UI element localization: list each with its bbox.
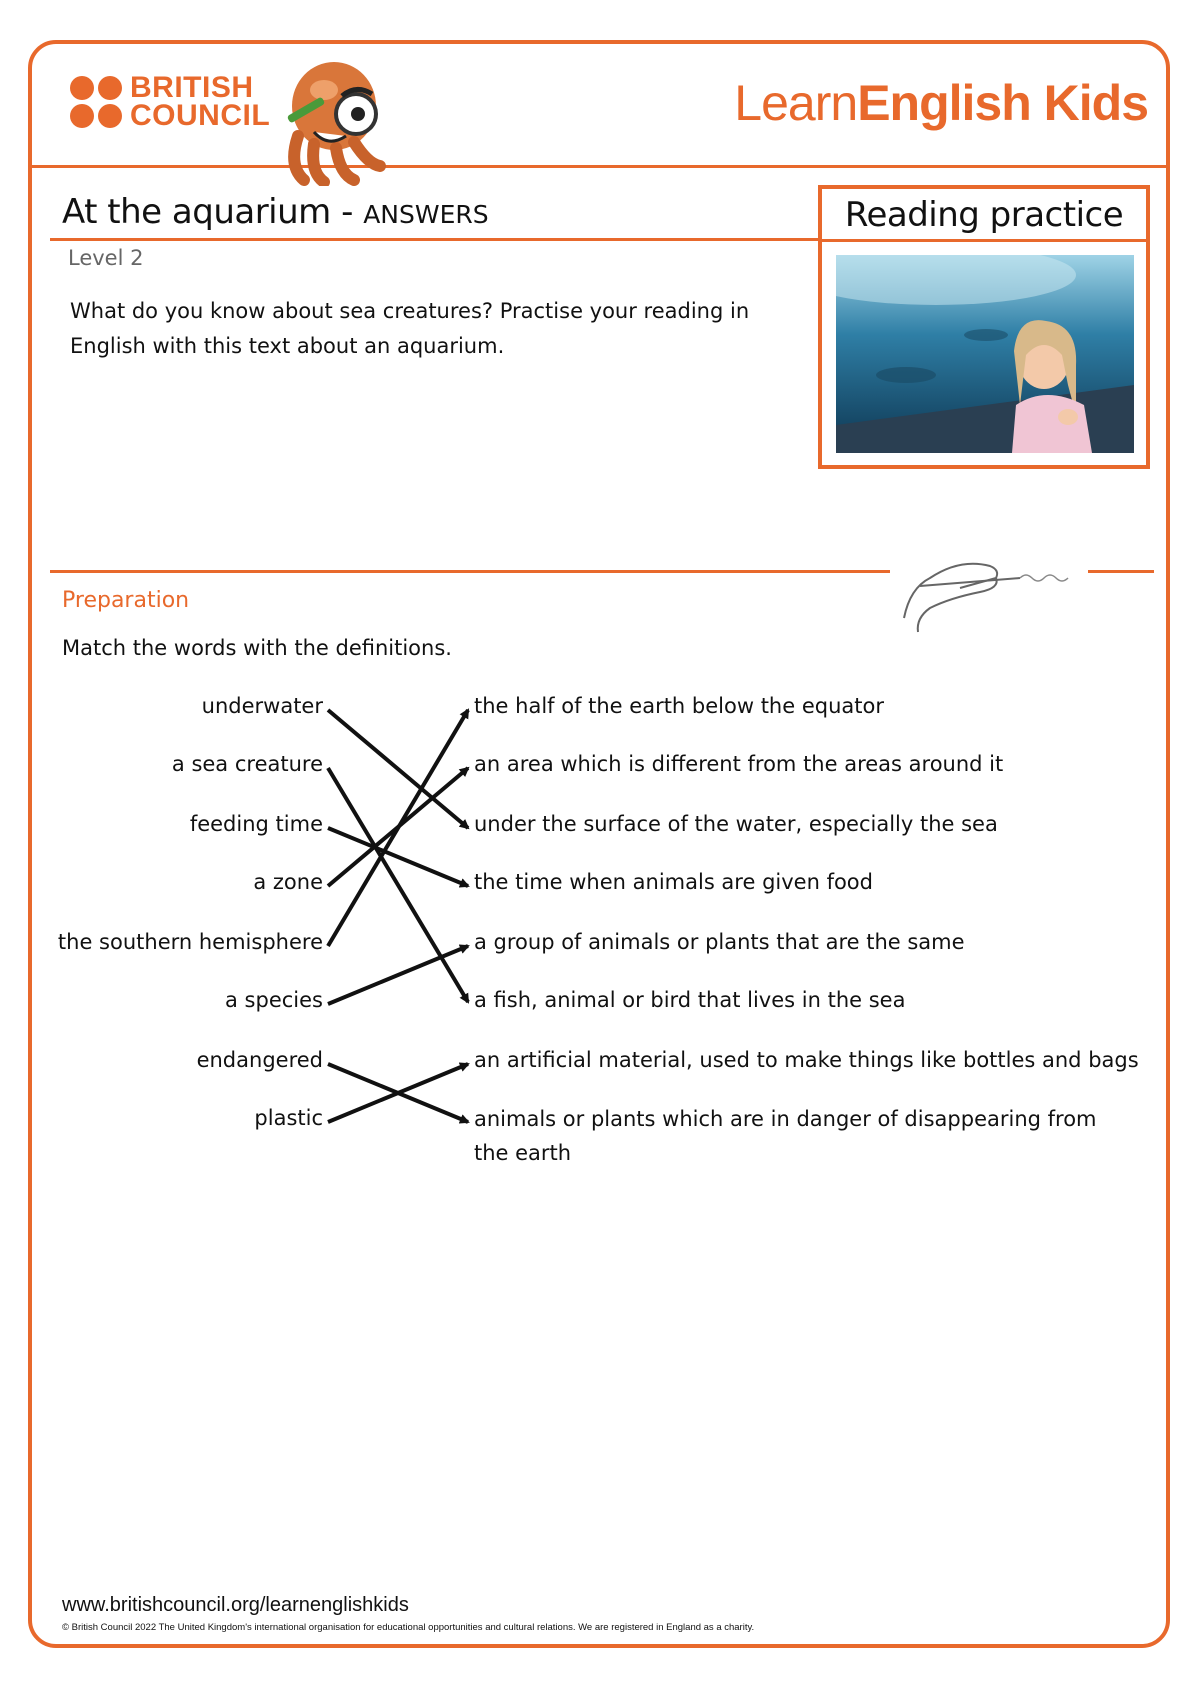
match-arrow xyxy=(328,710,468,828)
word-item: endangered xyxy=(196,1048,323,1072)
word-item: the southern hemisphere xyxy=(57,930,323,954)
match-arrow xyxy=(328,768,468,1002)
learnenglish-kids-logo: LearnEnglish Kids xyxy=(734,75,1148,131)
word-item: a species xyxy=(225,988,323,1012)
match-arrow xyxy=(328,828,468,886)
word-item: feeding time xyxy=(189,812,323,836)
definition-item: the half of the earth below the equator xyxy=(474,694,884,718)
intro-text: What do you know about sea creatures? Practise your reading in English with this text about an aquarium. xyxy=(70,299,750,358)
match-arrow xyxy=(328,946,468,1004)
match-arrow xyxy=(328,710,468,946)
definition-item: an area which is different from the areas around it xyxy=(474,752,1004,776)
instruction-text: Match the words with the definitions. xyxy=(62,636,452,660)
preparation-heading: Preparation xyxy=(62,588,190,613)
definition-item: an artificial material, used to make things like bottles and bags xyxy=(474,1048,1139,1072)
reading-practice-label: Reading practice xyxy=(844,195,1124,235)
bc-line-1: BRITISH xyxy=(130,71,254,104)
definition-item: a group of animals or plants that are the same xyxy=(474,930,965,954)
answers-label: ANSWERS xyxy=(363,200,489,229)
level-label: Level 2 xyxy=(68,246,144,270)
bc-line-2: COUNCIL xyxy=(130,99,271,132)
definition-item: the time when animals are given food xyxy=(474,870,873,894)
definition-item: under the surface of the water, especially the sea xyxy=(474,812,998,836)
footer-url[interactable]: www.britishcouncil.org/learnenglishkids xyxy=(62,1594,409,1616)
word-item: underwater xyxy=(201,694,323,718)
word-item: plastic xyxy=(254,1106,323,1130)
page-title: At the aquarium - ANSWERS xyxy=(62,192,489,232)
footer-copyright: © British Council 2022 The United Kingdom's international organisation for educational opportunities and cultural relations. We are registered in England as a charity. xyxy=(62,1622,755,1633)
word-item: a sea creature xyxy=(171,752,323,776)
word-item: a zone xyxy=(253,870,323,894)
definition-item: a fish, animal or bird that lives in the sea xyxy=(474,988,906,1012)
definition-item: animals or plants which are in danger of disappearing from the earth xyxy=(474,1107,1097,1165)
